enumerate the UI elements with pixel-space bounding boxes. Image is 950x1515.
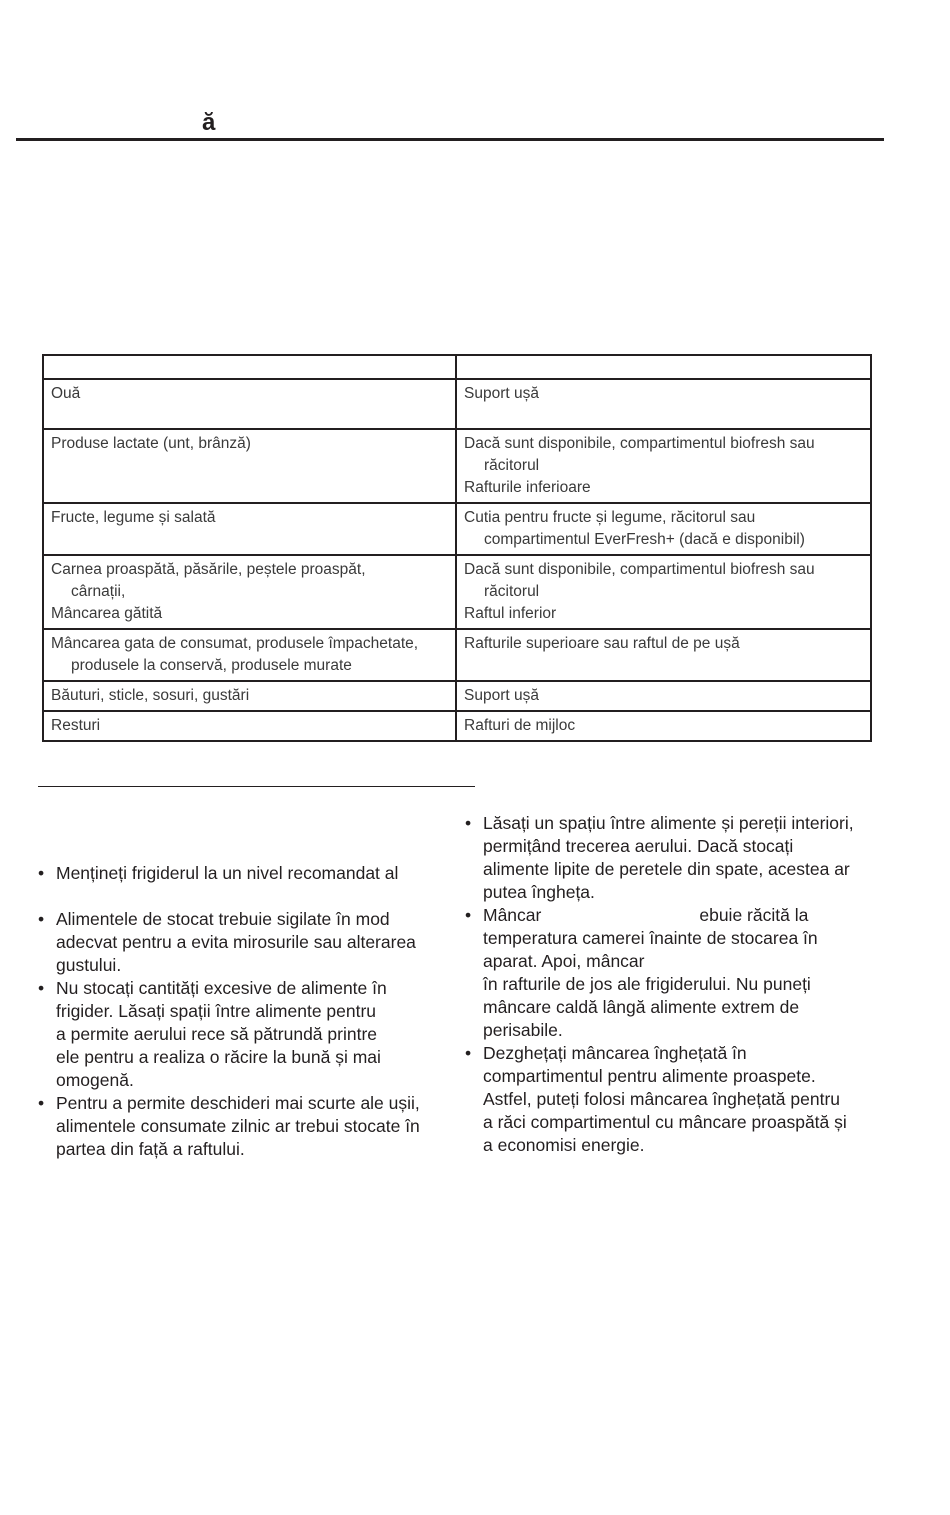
list-item-text: ebuie răcită la — [699, 905, 809, 925]
cell-text: Resturi — [51, 717, 101, 734]
list-item-text: Mențineți frigiderul la un nivel recomandat al — [56, 863, 399, 883]
table-row — [43, 503, 871, 555]
table-header-cell — [43, 355, 456, 379]
table-row — [43, 555, 871, 629]
food-cell — [43, 629, 456, 681]
cell-text: Dacă sunt disponibile, compartimentul biofresh sau — [464, 435, 815, 452]
list-item-text: mâncare caldă lângă alimente extrem de — [483, 997, 800, 1017]
list-item-text: Lăsați un spațiu între alimente și pereții interiori, — [483, 813, 854, 833]
location-cell — [456, 503, 871, 555]
table-row — [43, 629, 871, 681]
bullet-icon: • — [465, 1043, 472, 1063]
list-item-text: compartimentul pentru alimente proaspete. — [483, 1066, 816, 1086]
cell-text: Raftul inferior — [464, 605, 557, 622]
location-cell — [456, 429, 871, 503]
location-cell — [456, 629, 871, 681]
list-item-text: permițând trecerea aerului. Dacă stocați — [483, 836, 794, 856]
list-item-text: ele pentru a realiza o răcire la bună și mai — [56, 1047, 381, 1067]
list-item-text: gustului. — [56, 955, 122, 975]
food-cell — [43, 681, 456, 711]
bullet-icon: • — [465, 813, 472, 833]
cell-text: cârnații, — [71, 583, 126, 600]
cell-text: Ouă — [51, 385, 81, 402]
food-storage-table — [42, 354, 872, 742]
list-item-text: Alimentele de stocat trebuie sigilate în mod — [56, 909, 390, 929]
food-cell — [43, 711, 456, 741]
list-item-text: Astfel, puteți folosi mâncarea înghețată pentru — [483, 1089, 841, 1109]
location-cell — [456, 379, 871, 429]
list-item-text: omogenă. — [56, 1070, 134, 1090]
list-item — [465, 1042, 885, 1157]
food-cell — [43, 503, 456, 555]
cell-text: Mâncarea gătită — [51, 605, 163, 622]
list-item-text: perisabile. — [483, 1020, 563, 1040]
list-item-text: a răci compartimentul cu mâncare proaspătă și — [483, 1112, 847, 1132]
food-cell — [43, 429, 456, 503]
list-item-text: Pentru a permite deschideri mai scurte ale ușii, — [56, 1093, 420, 1113]
bullet-icon: • — [38, 1093, 45, 1113]
list-item-text: a economisi energie. — [483, 1135, 645, 1155]
list-item — [465, 812, 885, 904]
heading-rule — [16, 138, 884, 141]
list-item-text: Dezghețați mâncarea înghețată în — [483, 1043, 747, 1063]
cell-text: răcitorul — [484, 457, 540, 474]
list-item-text-line — [483, 904, 885, 927]
bullet-icon: • — [465, 905, 472, 925]
cell-text: compartimentul EverFresh+ (dacă e disponibil) — [484, 531, 805, 548]
cell-text: Produse lactate (unt, brânză) — [51, 435, 251, 452]
table-row — [43, 379, 871, 429]
cell-text: Suport ușă — [464, 385, 539, 402]
table-header-cell — [456, 355, 871, 379]
list-item-text: aparat. Apoi, mâncar — [483, 951, 645, 971]
list-item-text: a permite aerului rece să pătrundă printre — [56, 1024, 378, 1044]
section-divider — [38, 786, 475, 787]
list-item — [465, 904, 885, 1042]
cell-text: Rafturi de mijloc — [464, 717, 576, 734]
list-item — [38, 908, 450, 977]
table-header-row — [43, 355, 871, 379]
location-cell — [456, 711, 871, 741]
tips-right-column — [465, 812, 885, 1157]
list-item — [38, 1092, 450, 1161]
cell-text: Băuturi, sticle, sosuri, gustări — [51, 687, 250, 704]
section-heading-fragment: ă — [202, 109, 216, 136]
table-row — [43, 429, 871, 503]
list-item-text: alimentele consumate zilnic ar trebui stocate în — [56, 1116, 420, 1136]
list-item — [38, 977, 450, 1092]
cell-text: Rafturile superioare sau raftul de pe ușă — [464, 635, 740, 652]
list-item-text: partea din față a raftului. — [56, 1139, 245, 1159]
list-item-text: adecvat pentru a evita mirosurile sau alterarea — [56, 932, 416, 952]
list-item-text: putea îngheța. — [483, 882, 595, 902]
list-item-text: Mâncar — [483, 905, 542, 925]
table-row — [43, 711, 871, 741]
list-item — [38, 862, 450, 885]
list-item-text: frigider. Lăsați spații între alimente pentru — [56, 1001, 377, 1021]
bullet-icon: • — [38, 978, 45, 998]
list-item-text: Nu stocați cantități excesive de alimente în — [56, 978, 387, 998]
food-cell — [43, 379, 456, 429]
cell-text: Fructe, legume și salată — [51, 509, 216, 526]
list-item-text: în rafturile de jos ale frigiderului. Nu puneți — [483, 974, 811, 994]
cell-text: Suport ușă — [464, 687, 539, 704]
bullet-icon: • — [38, 909, 45, 929]
cell-text: produsele la conservă, produsele murate — [71, 657, 352, 674]
table-row — [43, 681, 871, 711]
location-cell — [456, 681, 871, 711]
cell-text: răcitorul — [484, 583, 540, 600]
list-item-text: alimente lipite de peretele din spate, acestea ar — [483, 859, 850, 879]
cell-text: Carnea proaspătă, păsările, peștele proaspăt, — [51, 561, 366, 578]
cell-text: Cutia pentru fructe și legume, răcitorul sau — [464, 509, 756, 526]
location-cell — [456, 555, 871, 629]
food-cell — [43, 555, 456, 629]
bullet-icon: • — [38, 863, 45, 883]
cell-text: Rafturile inferioare — [464, 479, 591, 496]
tips-left-column — [38, 862, 450, 1161]
list-item-text: temperatura camerei înainte de stocarea în — [483, 928, 818, 948]
cell-text: Mâncarea gata de consumat, produsele împachetate, — [51, 635, 419, 652]
cell-text: Dacă sunt disponibile, compartimentul biofresh sau — [464, 561, 815, 578]
